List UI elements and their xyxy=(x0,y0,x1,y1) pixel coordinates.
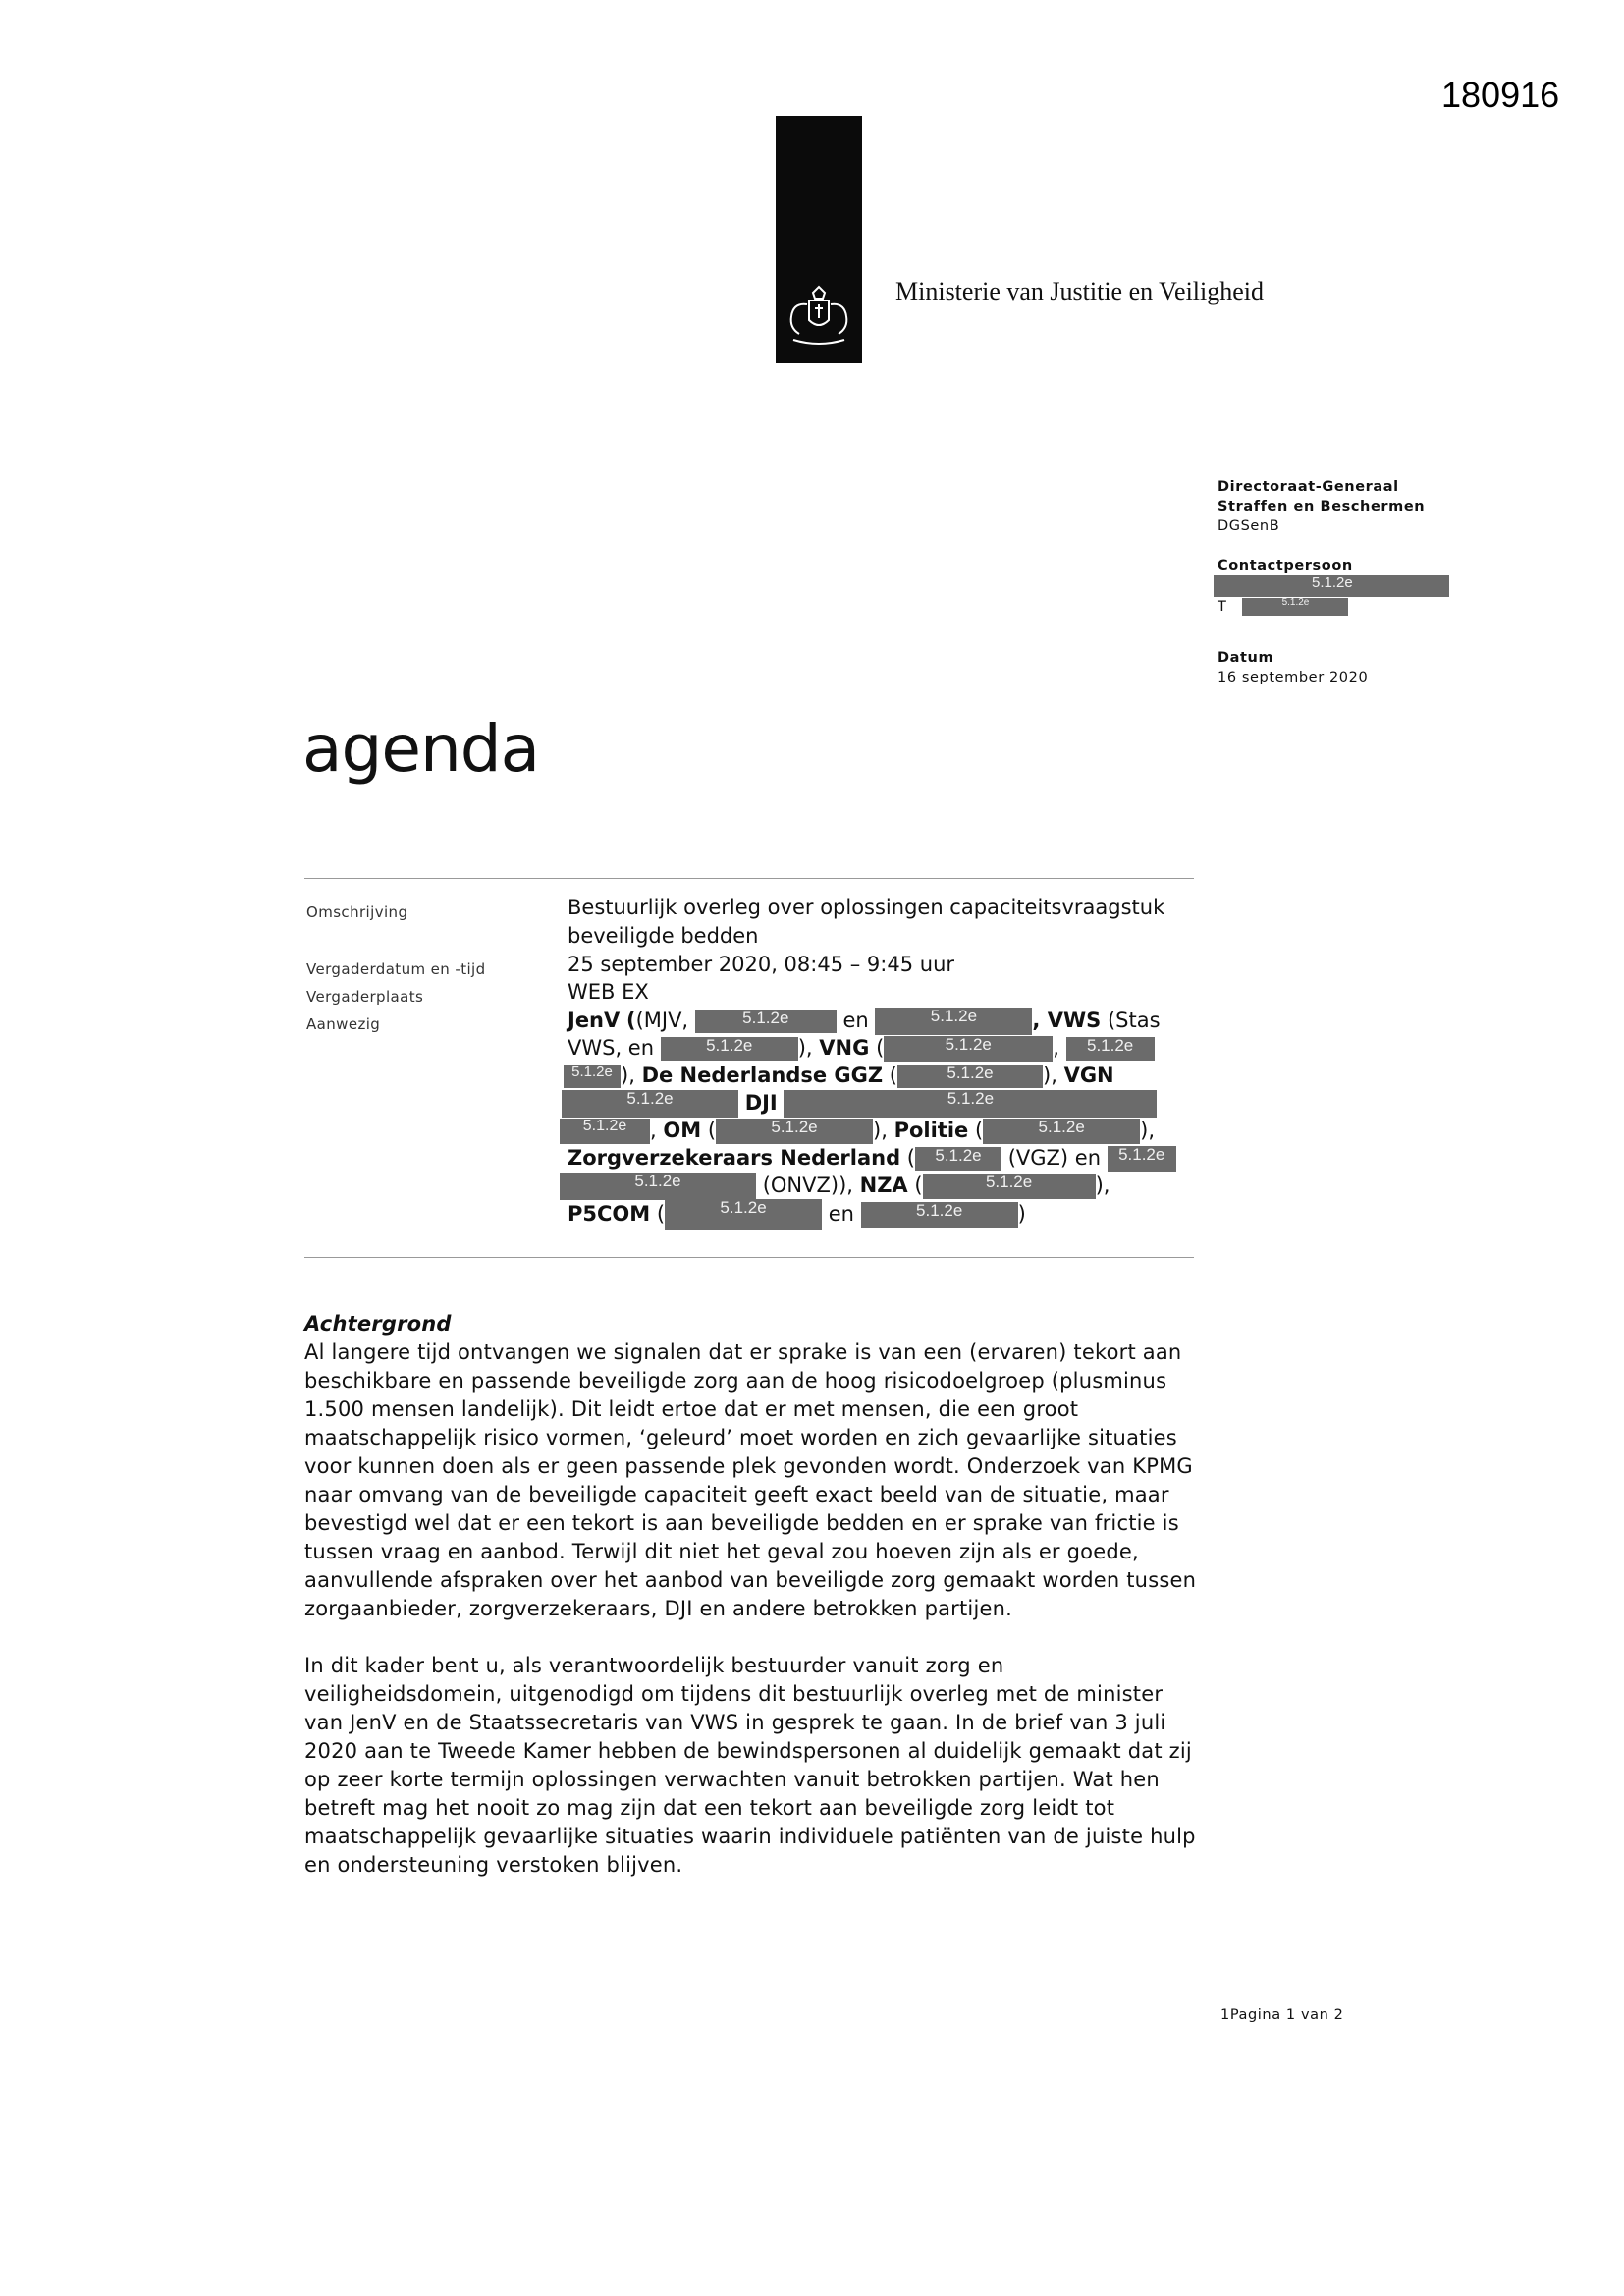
party-dji: DJI xyxy=(744,1091,778,1115)
page-footer: 1Pagina 1 van 2 xyxy=(1220,2007,1344,2023)
date-value: 16 september 2020 xyxy=(1218,670,1369,685)
party-p5com: P5COM xyxy=(568,1202,651,1226)
value-omschrijving: Bestuurlijk overleg over oplossingen capaciteitsvraagstuk beveiligde bedden xyxy=(568,896,1165,948)
punct: ( xyxy=(707,1119,717,1142)
punct: ( xyxy=(889,1064,897,1087)
punct: ), xyxy=(1140,1119,1156,1142)
party-om: OM xyxy=(663,1119,702,1142)
section-heading: Achtergrond xyxy=(304,1312,452,1336)
party-jenv: JenV xyxy=(568,1009,621,1032)
phone-row xyxy=(1218,597,1348,617)
redaction: 5.1.2e xyxy=(875,1008,1032,1035)
punct: , xyxy=(650,1119,657,1142)
ministry-name: Ministerie van Justitie en Veiligheid xyxy=(895,277,1265,305)
rijksoverheid-logo-bar xyxy=(776,116,862,363)
party-zorgverzekeraars: Zorgverzekeraars Nederland xyxy=(568,1146,901,1170)
paragraph-2: In dit kader bent u, als verantwoordelijk bestuurder vanuit zorg en veiligheidsdomein, uitgenodigd om tijdens dit bestuurlijk overleg met de minister van JenV en de Staatssecretaris van VWS in gesprek te gaan. In de brief van 3 juli 2020 aan te Tweede Kamer hebben de bewindspersonen al duidelijk gemaakt dat zij op zeer korte termijn oplossingen verwachten vanuit betrokken partijen. Wat hen betreft mag het nooit zo mag zijn dat een tekort aan beveiligde zorg leidt tot maatschappelijk gevaarlijke situaties waarin individuele patiënten van de juiste hulp en ondersteuning verstoken blijven. xyxy=(304,1654,1196,1877)
label-aanwezig: Aanwezig xyxy=(306,1015,381,1033)
divider-top xyxy=(304,878,1194,879)
punct: , xyxy=(1053,1036,1059,1060)
text-onvz: (ONVZ)), xyxy=(762,1174,853,1197)
dg-line-2: Straffen en Beschermen xyxy=(1218,499,1426,515)
coat-of-arms-icon xyxy=(780,283,858,352)
punct: ( xyxy=(974,1119,984,1142)
text-vgz: (VGZ) en xyxy=(1007,1146,1102,1170)
aanwezig-line-4 xyxy=(562,1089,1157,1117)
label-vergaderplaats: Vergaderplaats xyxy=(306,988,424,1006)
date-label: Datum xyxy=(1218,650,1274,666)
section-achtergrond xyxy=(304,1310,1208,1880)
redaction: 5.1.2e xyxy=(665,1199,822,1230)
punct: ), xyxy=(1043,1064,1057,1087)
aanwezig-line-6 xyxy=(568,1144,1176,1172)
party-nl-ggz: De Nederlandse GGZ xyxy=(641,1064,884,1087)
redaction: 5.1.2e xyxy=(915,1147,1001,1171)
redaction: 5.1.2e xyxy=(897,1065,1043,1088)
redaction: 5.1.2e xyxy=(560,1173,756,1200)
party-vgn: VGN xyxy=(1063,1064,1114,1087)
punct: ), xyxy=(1095,1174,1110,1197)
redaction: 5.1.2e xyxy=(1066,1037,1155,1061)
divider-bottom xyxy=(304,1257,1194,1258)
party-nza: NZA xyxy=(859,1174,908,1197)
punct: ( xyxy=(914,1174,923,1197)
text-en: en xyxy=(842,1009,869,1032)
paragraph-1: Al langere tijd ontvangen we signalen dat er sprake is van een (ervaren) tekort aan beschikbare en passende beveiligde zorg aan de hoog risicodoelgroep (plusminus 1.500 mensen landelijk). Dit leidt ertoe dat er met mensen, die een groot maatschappelijk risico vormen, ‘geleurd’ moet worden en zich gevaarlijke situaties voor kunnen doen als er geen passende plek gevonden wordt. Onderzoek van KPMG naar omvang van de beveiligde capaciteit geeft exact beeld van de situatie, maar bevestigd wel dat er een tekort is aan beveiligde bedden en er sprake van frictie is tussen vraag en aanbod. Terwijl dit niet het geval zou hoeven zijn als er goede, aanvullende afspraken over het aanbod van beveiligde zorg gemaakt worden tussen zorgaanbieder, zorgverzekeraars, DJI en andere betrokken partijen. xyxy=(304,1340,1197,1620)
redaction: 5.1.2e xyxy=(564,1065,621,1088)
punct: ( xyxy=(906,1146,915,1170)
page-title: agenda xyxy=(302,711,540,787)
punct: ), xyxy=(873,1119,888,1142)
sidebar-contact xyxy=(1218,556,1353,575)
punct: ) xyxy=(1017,1202,1026,1226)
text-mjv: (MJV, xyxy=(635,1009,689,1032)
aanwezig-line-3 xyxy=(564,1062,1114,1089)
dg-line-1: Directoraat-Generaal xyxy=(1218,479,1399,495)
aanwezig-line-5 xyxy=(560,1117,1155,1144)
redaction: 5.1.2e xyxy=(923,1174,1096,1199)
label-vergaderdatum: Vergaderdatum en -tijd xyxy=(306,960,486,978)
redaction: 5.1.2e xyxy=(562,1090,738,1118)
value-vergaderdatum: 25 september 2020, 08:45 – 9:45 uur xyxy=(568,953,955,976)
redaction: 5.1.2e xyxy=(983,1119,1140,1144)
sidebar-dg xyxy=(1218,477,1425,536)
phone-redaction: 5.1.2e xyxy=(1242,598,1348,616)
dg-abbreviation: DGSenB xyxy=(1218,519,1280,534)
aanwezig-line-7 xyxy=(560,1172,1110,1199)
redaction: 5.1.2e xyxy=(884,1036,1053,1062)
value-vergaderplaats: WEB EX xyxy=(568,980,649,1004)
punct: ( xyxy=(656,1202,666,1226)
redaction: 5.1.2e xyxy=(560,1119,650,1144)
text-stas: (Stas xyxy=(1107,1009,1161,1032)
punct: ), xyxy=(797,1036,813,1060)
aanwezig-line-8 xyxy=(568,1199,1026,1227)
redaction: 5.1.2e xyxy=(1108,1146,1176,1172)
redaction: 5.1.2e xyxy=(716,1119,873,1144)
phone-label: T xyxy=(1218,599,1226,615)
redaction: 5.1.2e xyxy=(695,1010,837,1033)
redaction: 5.1.2e xyxy=(861,1202,1018,1228)
contact-label: Contactpersoon xyxy=(1218,558,1353,574)
contact-redaction-row xyxy=(1214,575,1449,597)
document-number: 180916 xyxy=(1441,75,1560,115)
party-politie: Politie xyxy=(893,1119,969,1142)
redaction: 5.1.2e xyxy=(661,1037,798,1061)
punct: ), xyxy=(621,1064,635,1087)
label-omschrijving: Omschrijving xyxy=(306,903,408,921)
party-vng: VNG xyxy=(819,1036,870,1060)
sidebar-date xyxy=(1218,648,1368,687)
aanwezig-line-1: JenV ((MJV, 5.1.2e en 5.1.2e , VWS (Stas xyxy=(568,1007,1161,1034)
party-vws: , VWS xyxy=(1032,1009,1102,1032)
redaction-label: 5.1.2e xyxy=(1312,574,1353,591)
text-en: en xyxy=(828,1202,854,1226)
redaction: 5.1.2e xyxy=(784,1090,1157,1118)
aanwezig-line-2 xyxy=(568,1034,1155,1062)
punct: ( xyxy=(876,1036,885,1060)
text-vws-en: VWS, en xyxy=(568,1036,655,1060)
